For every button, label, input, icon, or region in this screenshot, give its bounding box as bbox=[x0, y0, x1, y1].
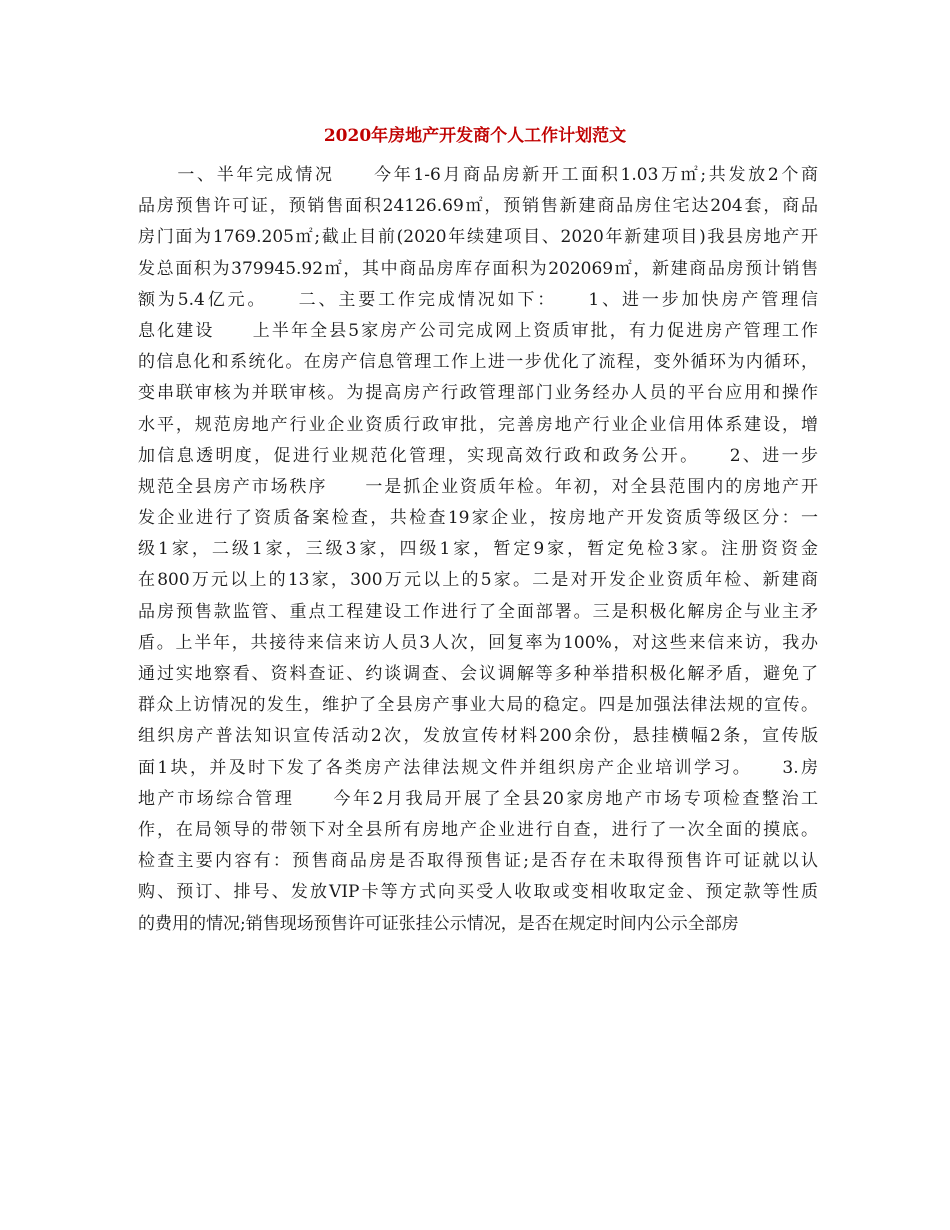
body-line: 规范全县房产市场秩序 一是抓企业资质年检。年初，对全县范围内的房地产开 bbox=[138, 476, 818, 497]
document-body bbox=[138, 160, 818, 940]
body-line: 在800万元以上的13家，300万元以上的5家。二是对开发企业资质年检、新建商 bbox=[138, 570, 818, 591]
body-line: 加信息透明度，促进行业规范化管理，实现高效行政和政务公开。 2、进一步 bbox=[138, 445, 818, 466]
document-title: 2020年房地产开发商个人工作计划范文 bbox=[323, 126, 627, 146]
body-line: 发总面积为379945.92㎡，其中商品房库存面积为202069㎡，新建商品房预计销售 bbox=[138, 258, 818, 279]
body-line: 额为5.4亿元。 二、主要工作完成情况如下： 1、进一步加快房产管理信 bbox=[138, 289, 818, 310]
body-line: 级1家，二级1家，三级3家，四级1家，暂定9家，暂定免检3家。注册资资金 bbox=[138, 539, 818, 560]
body-line: 的信息化和系统化。在房产信息管理工作上进一步优化了流程，变外循环为内循环， bbox=[138, 352, 818, 373]
body-line: 作，在局领导的带领下对全县所有房地产企业进行自查，进行了一次全面的摸底。 bbox=[138, 819, 818, 840]
body-line: 盾。上半年，共接待来信来访人员3人次，回复率为100%，对这些来信来访，我办 bbox=[138, 632, 818, 653]
body-line: 水平，规范房地产行业企业资质行政审批，完善房地产行业企业信用体系建设，增 bbox=[138, 414, 818, 435]
body-line: 组织房产普法知识宣传活动2次，发放宣传材料200余份，悬挂横幅2条，宣传版 bbox=[138, 726, 818, 747]
body-line: 变串联审核为并联审核。为提高房产行政管理部门业务经办人员的平台应用和操作 bbox=[138, 383, 818, 404]
body-line: 的费用的情况;销售现场预售许可证张挂公示情况，是否在规定时间内公示全部房 bbox=[138, 913, 739, 934]
body-line: 品房预售许可证，预销售面积24126.69㎡，预销售新建商品房住宅达204套，商品 bbox=[138, 196, 818, 217]
body-line: 通过实地察看、资料查证、约谈调查、会议调解等多种举措积极化解矛盾，避免了 bbox=[138, 664, 818, 684]
body-line: 面1块，并及时下发了各类房产法律法规文件并组织房产企业培训学习。 3.房 bbox=[138, 757, 818, 778]
body-line: 息化建设 上半年全县5家房产公司完成网上资质审批，有力促进房产管理工作 bbox=[138, 320, 818, 341]
body-line: 地产市场综合管理 今年2月我局开展了全县20家房地产市场专项检查整治工 bbox=[138, 788, 818, 809]
body-line: 检查主要内容有：预售商品房是否取得预售证;是否存在未取得预售许可证就以认 bbox=[138, 851, 818, 872]
body-line: 房门面为1769.205㎡;截止目前(2020年续建项目、2020年新建项目)我县房地产开 bbox=[138, 227, 818, 248]
body-line: 一、半年完成情况 今年1-6月商品房新开工面积1.03万㎡;共发放2个商 bbox=[138, 165, 818, 185]
body-line: 发企业进行了资质备案检查，共检查19家企业，按房地产开发资质等级区分：一 bbox=[138, 508, 818, 529]
body-line: 品房预售款监管、重点工程建设工作进行了全面部署。三是积极化解房企与业主矛 bbox=[138, 601, 818, 622]
body-line: 购、预订、排号、发放VIP卡等方式向买受人收取或变相收取定金、预定款等性质 bbox=[138, 882, 818, 903]
body-line: 群众上访情况的发生，维护了全县房产事业大局的稳定。四是加强法律法规的宣传。 bbox=[138, 695, 818, 716]
